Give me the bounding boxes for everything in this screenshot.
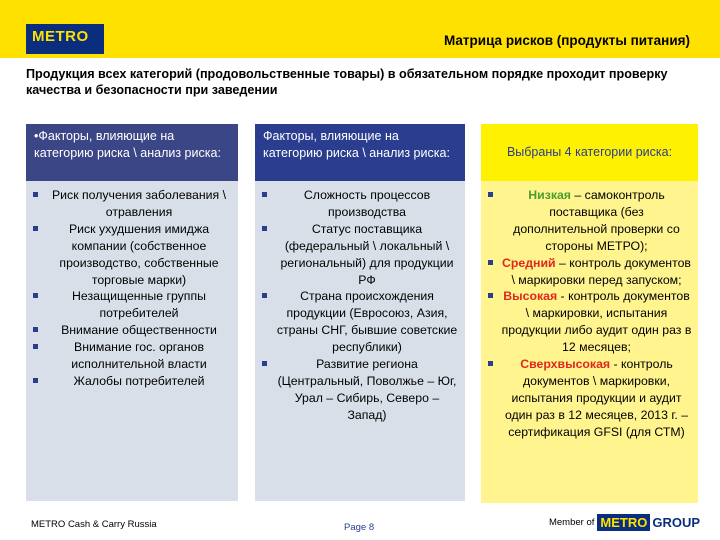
risk-tag-medium: Средний xyxy=(502,255,556,270)
header-bar xyxy=(0,0,720,58)
risk-tag-very-high: Сверхвысокая xyxy=(520,357,611,372)
metro-logo-text: METRO xyxy=(32,28,89,45)
risk-category-low xyxy=(487,187,692,255)
risk-category-very-high xyxy=(487,356,692,441)
column-2-body xyxy=(255,181,465,501)
list-item: Страна происхождения продукции (Евросоюз, Азия, страны СНГ, бывшие советские республики) xyxy=(261,288,459,356)
risk-categories-list xyxy=(487,187,692,441)
risk-desc-very-high: - контроль документов \ маркировки, испытания продукции и аудит один раз в 12 месяцев, 2013 г. – сертификация GFSI (для СТМ) xyxy=(504,357,689,439)
risk-desc-low: – самоконтроль поставщика (без дополнительной проверки со стороны МЕТРО); xyxy=(513,188,680,253)
risk-tag-high: Высокая xyxy=(503,289,558,304)
list-item: Жалобы потребителей xyxy=(32,373,232,390)
factors-column-1 xyxy=(26,124,238,501)
risk-category-high xyxy=(487,288,692,356)
risk-category-medium xyxy=(487,255,692,289)
list-item: Риск ухудшения имиджа компании (собственное производство, собственные торговые марки) xyxy=(32,221,232,289)
column-2-list xyxy=(261,187,459,424)
risk-tag-low: Низкая xyxy=(528,188,571,202)
column-3-body xyxy=(481,181,698,503)
risk-desc-high: - контроль документов \ маркировки, испытания продукции либо аудит один раз в 12 месяцев; xyxy=(501,289,692,355)
metro-logo xyxy=(26,24,104,54)
footer-member-of xyxy=(549,514,700,531)
page-number: Page 8 xyxy=(344,522,375,533)
column-1-body xyxy=(26,181,238,501)
footer-company: METRO Cash & Carry Russia xyxy=(31,519,157,530)
list-item: Незащищенные группы потребителей xyxy=(32,288,232,322)
risk-desc-medium: – контроль документов \ маркировки перед запуском; xyxy=(511,255,691,287)
column-3-heading: Выбраны 4 категории риска: xyxy=(481,124,698,181)
factors-column-2 xyxy=(255,124,465,501)
list-item: Статус поставщика (федеральный \ локальный \ региональный) для продукции РФ xyxy=(261,221,459,289)
intro-text: Продукция всех категорий (продовольственные товары) в обязательном порядке проходит проверку качества и безопасности при заведении xyxy=(26,67,668,97)
member-of-label: Member of xyxy=(548,517,595,528)
metro-group-logo-metro: METRO xyxy=(597,514,650,531)
risk-categories-column xyxy=(481,124,698,503)
column-1-list xyxy=(32,187,232,390)
list-item: Развитие региона (Центральный, Поволжье – Юг, Урал – Сибирь, Северо – Запад) xyxy=(261,356,459,424)
metro-group-logo xyxy=(597,514,700,531)
list-item: Сложность процессов производства xyxy=(261,187,459,221)
list-item: Внимание гос. органов исполнительной власти xyxy=(32,339,232,373)
page-title: Матрица рисков (продукты питания) xyxy=(444,33,690,48)
column-2-heading: Факторы, влияющие на категорию риска \ анализ риска: xyxy=(255,124,465,181)
column-1-heading: •Факторы, влияющие на категорию риска \ анализ риска: xyxy=(26,124,238,181)
list-item: Риск получения заболевания \ отравления xyxy=(32,187,232,221)
list-item: Внимание общественности xyxy=(32,322,232,339)
metro-group-logo-group: GROUP xyxy=(652,515,700,530)
